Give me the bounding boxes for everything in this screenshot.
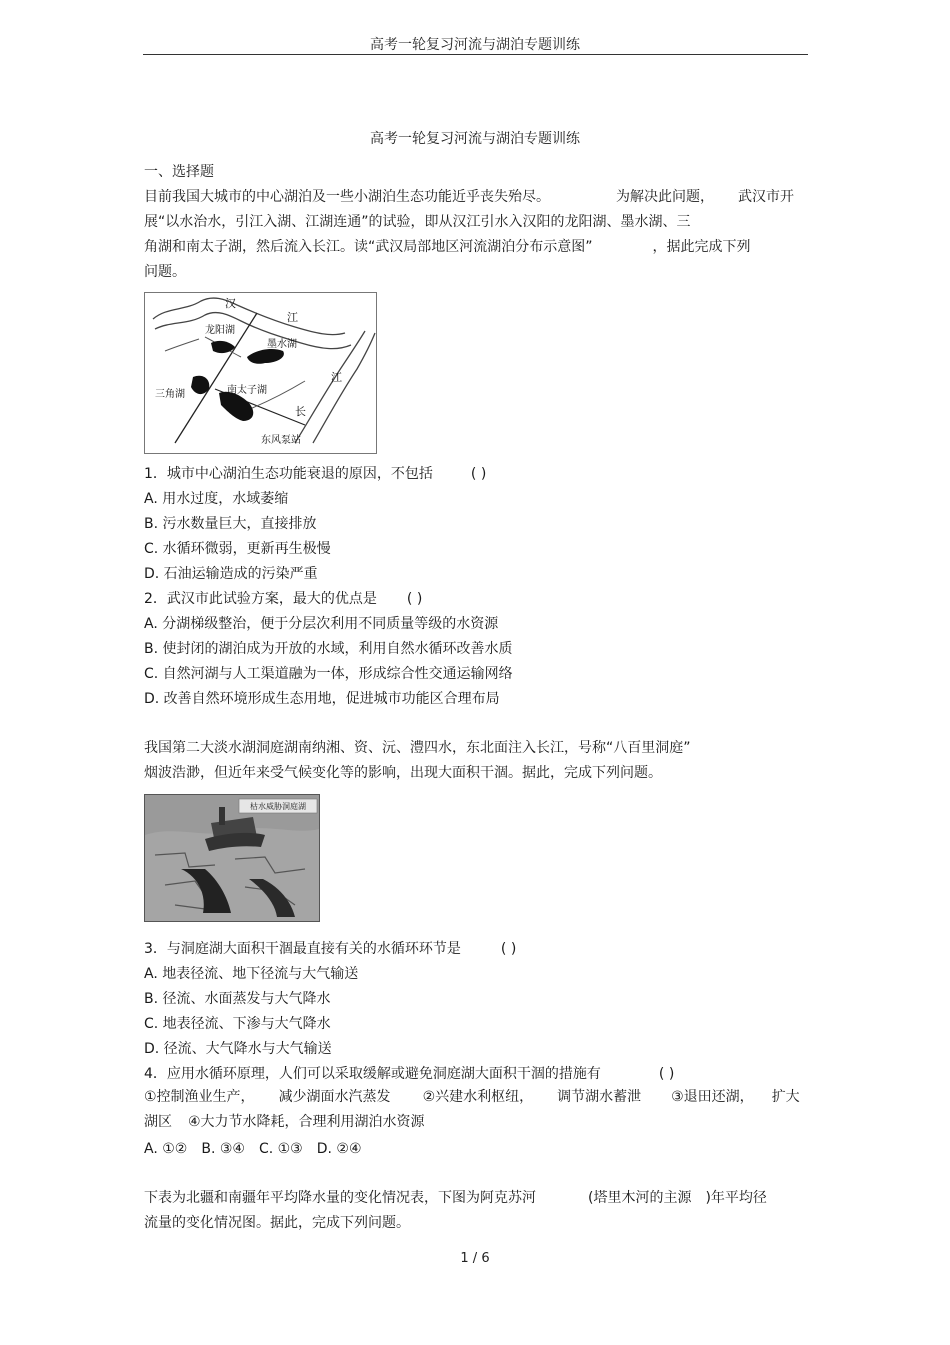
doc-title: 高考一轮复习河流与湖泊专题训练 — [370, 131, 580, 147]
dongting-drought-photo — [144, 794, 320, 922]
statement-text: 调节湖水蓄泄 — [557, 1089, 642, 1105]
q1-option-d: D. 石油运输造成的污染严重 — [144, 566, 318, 582]
q2-option-b: B. 使封闭的湖泊成为开放的水域，利用自然水循环改善水质 — [144, 641, 513, 657]
map-label: 东风泵站 — [261, 435, 301, 446]
statement-text: 湖区 — [144, 1114, 172, 1130]
answer-bracket: ( ) — [658, 1066, 675, 1082]
intro-line-3 — [144, 238, 751, 256]
dongting-intro-line-2: 烟波浩渺，但近年来受气候变化等的影响，出现大面积干涸。据此，完成下列问题。 — [144, 765, 662, 781]
q2-option-d: D. 改善自然环境形成生态用地，促进城市功能区合理布局 — [144, 691, 500, 707]
q4-stem — [144, 1065, 674, 1083]
aksu-intro-line-2: 流量的变化情况图。据此，完成下列问题。 — [144, 1215, 410, 1231]
q4-option-d: D. ②④ — [316, 1141, 362, 1157]
q4-option-b: B. ③④ — [201, 1141, 245, 1157]
q2-option-c: C. 自然河湖与人工渠道融为一体，形成综合性交通运输网络 — [144, 666, 513, 682]
q3-stem — [144, 940, 516, 958]
aksu-intro-line-1 — [144, 1189, 767, 1207]
statement-text: 减少湖面水汽蒸发 — [278, 1089, 391, 1105]
q4-option-a: A. ①② — [144, 1141, 188, 1157]
q1-option-b: B. 污水数量巨大，直接排放 — [144, 516, 317, 532]
intro-text: ，据此完成下列 — [652, 239, 751, 255]
intro-text: 目前我国大城市的中心湖泊及一些小湖泊生态功能近乎丧失殆尽。 — [144, 189, 550, 205]
map-label: 江 — [331, 371, 342, 384]
q3-option-b: B. 径流、水面蒸发与大气降水 — [144, 991, 331, 1007]
map-label: 墨水湖 — [267, 339, 297, 350]
q4-statements-line-1 — [144, 1088, 800, 1106]
intro-line-2: 展“以水治水，引江入湖、江湖连通”的试验，即从汉江引水入汉阳的龙阳湖、墨水湖、三 — [144, 214, 691, 230]
q3-option-a: A. 地表径流、地下径流与大气输送 — [144, 966, 359, 982]
map-label: 汉 — [225, 297, 236, 310]
intro-text: 角湖和南太子湖，然后流入长江。读“武汉局部地区河流湖泊分布示意图” — [144, 239, 593, 255]
q3-option-c: C. 地表径流、下渗与大气降水 — [144, 1016, 331, 1032]
q3-option-d: D. 径流、大气降水与大气输送 — [144, 1041, 332, 1057]
intro-line-1 — [144, 188, 794, 206]
header-rule — [143, 54, 808, 55]
map-label: 三角湖 — [155, 389, 185, 400]
page-number: 1 / 6 — [460, 1251, 490, 1266]
map-label: 南太子湖 — [227, 385, 267, 396]
intro-text: (塔里木河的主源 — [588, 1190, 692, 1206]
q4-option-c: C. ①③ — [258, 1141, 303, 1157]
question-text: 2．武汉市此试验方案，最大的优点是 — [144, 591, 377, 607]
q1-option-c: C. 水循环微弱，更新再生极慢 — [144, 541, 331, 557]
statement-text: 扩大 — [771, 1089, 800, 1105]
question-text: 1．城市中心湖泊生态功能衰退的原因，不包括 — [144, 466, 433, 482]
dongting-intro-line-1: 我国第二大淡水湖洞庭湖南纳湘、资、沅、澧四水，东北面注入长江，号称“八百里洞庭” — [144, 740, 691, 756]
wuhan-lake-map — [144, 292, 377, 454]
section-heading: 一、选择题 — [144, 164, 214, 180]
intro-text: )年平均径 — [705, 1190, 767, 1206]
q4-options — [144, 1140, 362, 1158]
answer-bracket: ( ) — [470, 466, 487, 482]
map-label: 长 — [295, 405, 306, 418]
answer-bracket: ( ) — [500, 941, 517, 957]
statement-text: ③退田还湖， — [671, 1089, 754, 1105]
question-text: 4．应用水循环原理，人们可以采取缓解或避免洞庭湖大面积干涸的措施有 — [144, 1066, 601, 1082]
map-label: 龙阳湖 — [205, 325, 235, 336]
intro-text: 下表为北疆和南疆年平均降水量的变化情况表，下图为阿克苏河 — [144, 1190, 536, 1206]
photo-caption: 枯水威胁洞庭湖 — [250, 802, 306, 811]
q2-stem — [144, 590, 422, 608]
question-text: 3．与洞庭湖大面积干涸最直接有关的水循环环节是 — [144, 941, 461, 957]
answer-bracket: ( ) — [406, 591, 423, 607]
statement-text: ④大力节水降耗，合理利用湖泊水资源 — [188, 1114, 425, 1130]
running-header: 高考一轮复习河流与湖泊专题训练 — [370, 37, 580, 53]
q1-option-a: A. 用水过度，水域萎缩 — [144, 491, 289, 507]
q1-stem — [144, 465, 486, 483]
intro-text: 为解决此问题， — [616, 189, 714, 205]
intro-text: 武汉市开 — [738, 189, 794, 205]
map-label: 江 — [287, 311, 298, 324]
q4-statements-line-2 — [144, 1113, 425, 1131]
intro-line-4: 问题。 — [144, 264, 186, 280]
statement-text: ②兴建水利枢纽， — [422, 1089, 534, 1105]
q2-option-a: A. 分湖梯级整治，便于分层次利用不同质量等级的水资源 — [144, 616, 499, 632]
statement-text: ①控制渔业生产， — [144, 1089, 255, 1105]
